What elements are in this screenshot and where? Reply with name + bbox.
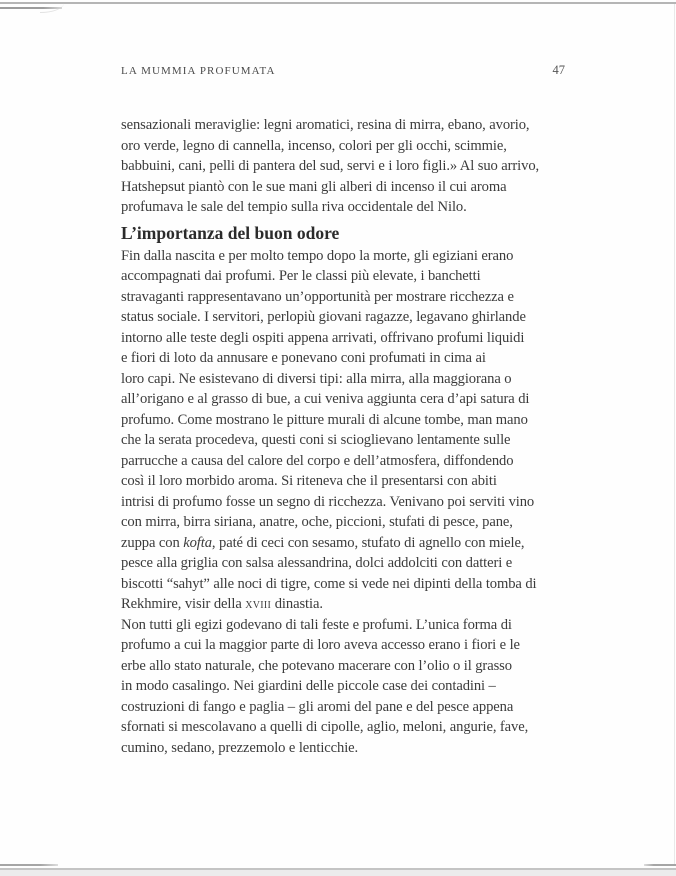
kofta-line-pre: zuppa con (121, 534, 184, 551)
section-heading: L’importanza del buon odore (121, 222, 340, 243)
main-paragraph (121, 246, 573, 615)
page-curl-bottom-right (644, 864, 676, 866)
dynasty-roman-numeral: xviii (245, 596, 272, 612)
page-stack-bottom-strip (0, 870, 676, 876)
kofta-italic-word: kofta (183, 534, 212, 551)
main-paragraph-lines-a: Fin dalla nascita e per molto tempo dopo la morte, gli egiziani erano accompagnati dai profumi. Per le classi più elevate, i banchetti stravaganti rappresentavano un’opportunità per mostrare ricchezza e status sociale. I servitori, perlopiù giovani ragazze, legavano ghirlande intorno alle teste degli ospiti appena arrivati, offrivano profumi liquidi e fiori di loto da annusare e ponevano coni profumati in cima ai loro capi. Ne esistevano di diversi tipi: alla mirra, alla maggiorana o all’origano e al grasso di bue, a cui veniva aggiunta cera d’api satura di profumo. Come mostrano le pitture murali di alcune tombe, man mano che la serata procedeva, questi coni si scioglievano lentamente sulle parrucche a causa del calore del corpo e dell’atmosfera, diffondendo così il loro morbido aroma. Si riteneva che il presentarsi con abiti intrisi di profumo fosse un segno di ricchezza. Venivano poi serviti vino con mirra, birra siriana, anatre, oche, piccioni, stufati di pesce, pane, (121, 247, 535, 530)
dynasty-line-pre: Rekhmire, visir della (121, 596, 246, 612)
page-right-edge (674, 4, 675, 866)
body-text-block (121, 115, 573, 758)
main-paragraph-lines-b: pesce alla griglia con salsa alessandrina, dolci addolciti con datteri e biscotti “sahyt” alle noci di tigre, come si vede nei dipinti della tomba di (121, 555, 537, 592)
dynasty-line (121, 594, 573, 615)
dynasty-line-post: dinastia. (271, 596, 323, 612)
page-curl-bottom-left (0, 864, 58, 866)
kofta-line-post: , paté di ceci con sesamo, stufato di agnello con miele, (211, 534, 525, 551)
kofta-line (121, 533, 573, 554)
final-paragraph: Non tutti gli egizi godevano di tali feste e profumi. L’unica forma di profumo a cui la maggior parte di loro aveva accesso erano i fiori e le erbe allo stato naturale, che potevano macerare con l’olio o il grasso in modo casalingo. Nei giardini delle piccole case dei contadini – costruzioni di fango e paglia – gli aromi del pane e del pesce appena sfornati si mescolavano a quelli di cipolle, aglio, meloni, angurie, fave, cumino, sedano, prezzemolo e lenticchie. (121, 616, 529, 756)
running-head-row (121, 63, 565, 78)
running-head-title: LA MUMMIA PROFUMATA (121, 65, 276, 77)
page-stack-top-edge (0, 2, 676, 4)
page-curl-top-left (0, 7, 62, 9)
intro-paragraph: sensazionali meraviglie: legni aromatici, resina di mirra, ebano, avorio, oro verde, legno di cannella, incenso, colori per gli occhi, scimmie, babbuini, cani, pelli di pantera del sud, servi e i loro figli.» Al suo arrivo, Hatshepsut piantò con le sue mani gli alberi di incenso il cui aroma profumava le sale del tempio sulla riva occidentale del Nilo. (121, 117, 540, 215)
page-number: 47 (552, 63, 565, 77)
